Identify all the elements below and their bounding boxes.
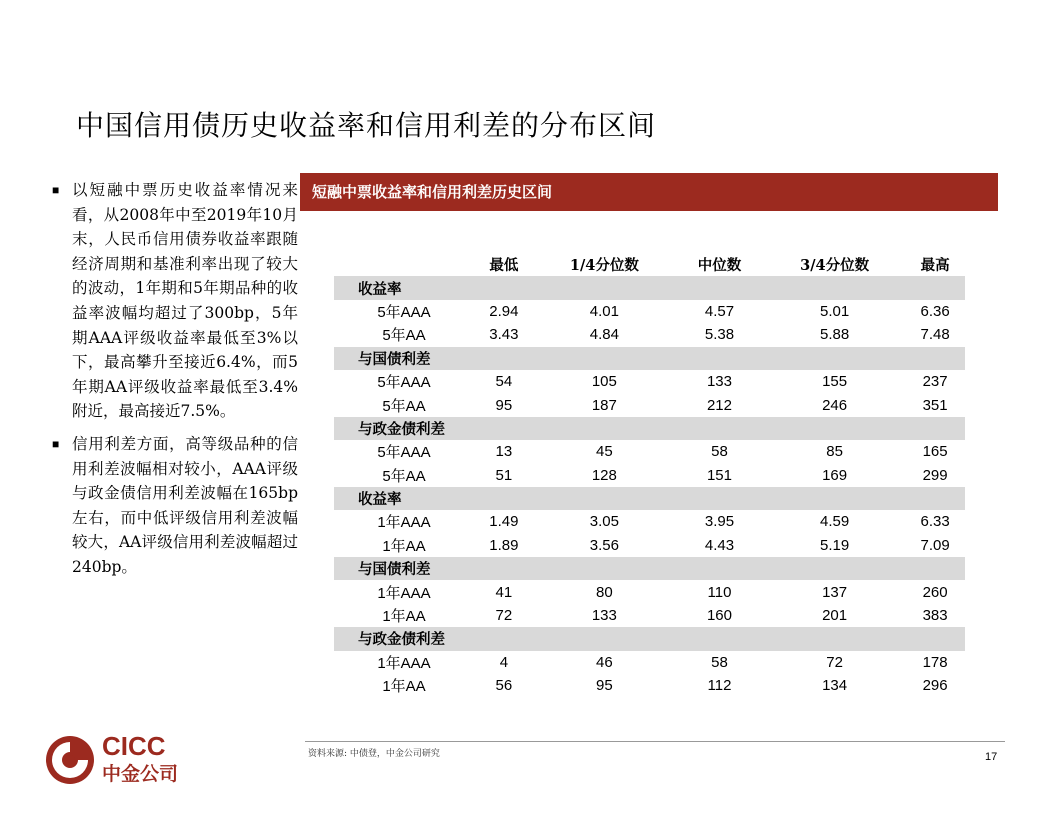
table-cell: 3.43: [489, 326, 519, 344]
section-fill-cell: [534, 417, 675, 440]
row-label: 1年AA: [382, 608, 426, 626]
table-cell: 187: [591, 396, 617, 414]
section-fill-cell: [675, 627, 764, 650]
section-fill-cell: [474, 417, 534, 440]
table-cell: 85: [826, 443, 843, 461]
row-label: 5年AAA: [377, 374, 431, 392]
page-number: 17: [985, 751, 998, 763]
table-row: [334, 674, 965, 697]
table-cell: 134: [822, 677, 848, 695]
footer-divider: [305, 741, 1005, 742]
section-fill-cell: [764, 557, 905, 580]
table-cell: 201: [822, 607, 848, 625]
row-label: 5年AA: [382, 467, 426, 485]
table-row: [334, 464, 965, 487]
table-row: [334, 580, 965, 603]
table-row: [334, 510, 965, 533]
row-label: 1年AA: [382, 678, 426, 696]
row-label: 1年AAA: [377, 514, 431, 532]
cicc-logo-icon: [44, 734, 96, 786]
table-row: [334, 300, 965, 323]
section-fill-cell: [474, 627, 534, 650]
section-fill-cell: [764, 627, 905, 650]
section-label: 与政金债利差: [334, 417, 474, 440]
row-label: 1年AAA: [377, 584, 431, 602]
header-cell: [334, 253, 474, 276]
section-fill-cell: [534, 487, 675, 510]
table-cell: 45: [596, 443, 613, 461]
header-cell: 1/4分位数: [569, 257, 639, 275]
table-cell: 3.05: [589, 513, 619, 531]
section-label: 与政金债利差: [334, 627, 474, 650]
row-label: 1年AA: [382, 537, 426, 555]
table-cell: 95: [495, 396, 513, 414]
table-cell: 4.59: [820, 513, 850, 531]
table-cell: 383: [922, 607, 948, 625]
table-cell: 169: [822, 466, 848, 484]
bullet-text: 以短融中票历史收益率情况来看，从2008年中至2019年10月末，人民币信用债券收益率跟随经济周期和基准利率出现了较大的波动，1年期和5年期品种的收益率波幅均超过了300bp，5年期AAA评级收益率最低至3%以下，最高攀升至接近6.4%，而5年期AA评级收益率最低至3.4%附近，最高接近7.5%。: [72, 181, 298, 421]
table-cell: 5.88: [820, 326, 850, 344]
section-fill-cell: [534, 557, 675, 580]
bullet-item: [52, 178, 298, 424]
section-fill-cell: [534, 627, 675, 650]
section-label: 收益率: [334, 276, 474, 299]
row-label: 5年AA: [382, 327, 426, 345]
row-label: 5年AAA: [377, 303, 431, 321]
table-row: [334, 534, 965, 557]
bullet-text: 信用利差方面，高等级品种的信用利差波幅相对较小，AAA评级与政金债信用利差波幅在165bp左右，而中低评级信用利差波幅较大，AA评级信用利差波幅超过240bp。: [72, 434, 298, 576]
section-label: 与国债利差: [334, 557, 474, 580]
table-row: [334, 393, 965, 416]
table-cell: 41: [495, 583, 513, 601]
table-cell: 13: [495, 443, 513, 461]
logo-text-cn: 中金公司: [102, 763, 179, 785]
table-cell: 5.19: [820, 536, 850, 554]
section-fill-cell: [474, 347, 534, 370]
table-cell: 165: [922, 443, 948, 461]
row-label: 5年AAA: [377, 444, 431, 462]
section-label: 与国债利差: [334, 347, 474, 370]
section-fill-cell: [675, 276, 764, 299]
table-cell: 133: [706, 373, 732, 391]
table-cell: 6.36: [920, 302, 950, 320]
section-fill-cell: [764, 417, 905, 440]
table-cell: 296: [922, 677, 948, 695]
section-label: 收益率: [334, 487, 474, 510]
table-cell: 2.94: [489, 302, 519, 320]
section-fill-cell: [764, 347, 905, 370]
table-cell: 160: [706, 607, 732, 625]
table-row: [334, 651, 965, 674]
table-cell: 1.89: [489, 536, 519, 554]
section-fill-cell: [764, 276, 905, 299]
table-cell: 212: [706, 396, 732, 414]
table-section-row: [334, 557, 965, 580]
header-cell: 最低: [489, 257, 519, 275]
table-cell: 56: [495, 677, 513, 695]
section-fill-cell: [675, 487, 764, 510]
section-fill-cell: [905, 417, 965, 440]
table-cell: 4.01: [589, 302, 619, 320]
header-cell: 最高: [920, 257, 950, 275]
table-cell: 7.09: [920, 536, 950, 554]
header-cell: 3/4分位数: [800, 257, 870, 275]
data-table: [334, 253, 965, 697]
row-label: 1年AAA: [377, 654, 431, 672]
table-cell: 105: [591, 373, 617, 391]
table-row: [334, 323, 965, 346]
table-row: [334, 604, 965, 627]
table-cell: 110: [707, 583, 732, 601]
table-section-row: [334, 627, 965, 650]
table-cell: 3.95: [704, 513, 735, 531]
table-cell: 72: [495, 607, 513, 625]
table-row: [334, 370, 965, 393]
section-fill-cell: [905, 347, 965, 370]
section-fill-cell: [675, 557, 764, 580]
row-label: 5年AA: [382, 397, 426, 415]
table-cell: 51: [495, 466, 513, 484]
bullet-list: [52, 178, 298, 588]
table-cell: 237: [922, 373, 948, 391]
table-cell: 7.48: [920, 326, 950, 344]
table-section-row: [334, 487, 965, 510]
section-fill-cell: [534, 347, 675, 370]
table-cell: 95: [596, 677, 613, 695]
section-fill-cell: [675, 347, 764, 370]
table-cell: 299: [922, 466, 948, 484]
table-cell: 351: [922, 396, 948, 414]
page-title: 中国信用债历史收益率和信用利差的分布区间: [76, 109, 657, 142]
bullet-square-icon: ■: [52, 183, 60, 197]
table-cell: 4.84: [589, 326, 619, 344]
section-fill-cell: [675, 417, 764, 440]
table-cell: 1.49: [489, 513, 519, 531]
logo-text-en: CICC: [102, 731, 166, 761]
table-cell: 54: [495, 373, 513, 391]
table-cell: 58: [711, 653, 728, 671]
section-fill-cell: [905, 276, 965, 299]
table-cell: 5.01: [820, 302, 850, 320]
table-section-row: [334, 417, 965, 440]
table-cell: 246: [822, 396, 848, 414]
table-banner: 短融中票收益率和信用利差历史区间: [300, 173, 998, 211]
table-cell: 72: [826, 653, 843, 671]
table-cell: 4.57: [704, 302, 735, 320]
section-fill-cell: [905, 627, 965, 650]
table-cell: 155: [822, 373, 848, 391]
bullet-item: [52, 432, 298, 580]
table-row: [334, 440, 965, 463]
table-cell: 4: [499, 653, 509, 671]
table-section-row: [334, 276, 965, 299]
table-cell: 128: [591, 466, 617, 484]
table-cell: 46: [596, 653, 613, 671]
table-cell: 6.33: [920, 513, 950, 531]
table-header-row: [334, 253, 965, 276]
section-fill-cell: [764, 487, 905, 510]
table-cell: 80: [596, 583, 613, 601]
section-fill-cell: [905, 557, 965, 580]
source-note: 资料来源: 中债登，中金公司研究: [308, 749, 440, 759]
section-fill-cell: [905, 487, 965, 510]
section-fill-cell: [534, 276, 675, 299]
table-cell: 137: [822, 583, 848, 601]
table-cell: 151: [706, 466, 732, 484]
table-section-row: [334, 347, 965, 370]
table-cell: 260: [922, 583, 948, 601]
table-cell: 178: [922, 653, 948, 671]
table-cell: 58: [711, 443, 728, 461]
table-cell: 112: [707, 677, 732, 695]
table-cell: 3.56: [589, 536, 619, 554]
table-cell: 133: [591, 607, 617, 625]
bullet-square-icon: ■: [52, 436, 60, 451]
table-cell: 5.38: [704, 326, 735, 344]
cicc-logo: [44, 731, 204, 786]
section-fill-cell: [474, 557, 534, 580]
section-fill-cell: [474, 276, 534, 299]
table-cell: 4.43: [704, 536, 735, 554]
section-fill-cell: [474, 487, 534, 510]
header-cell: 中位数: [697, 257, 742, 275]
